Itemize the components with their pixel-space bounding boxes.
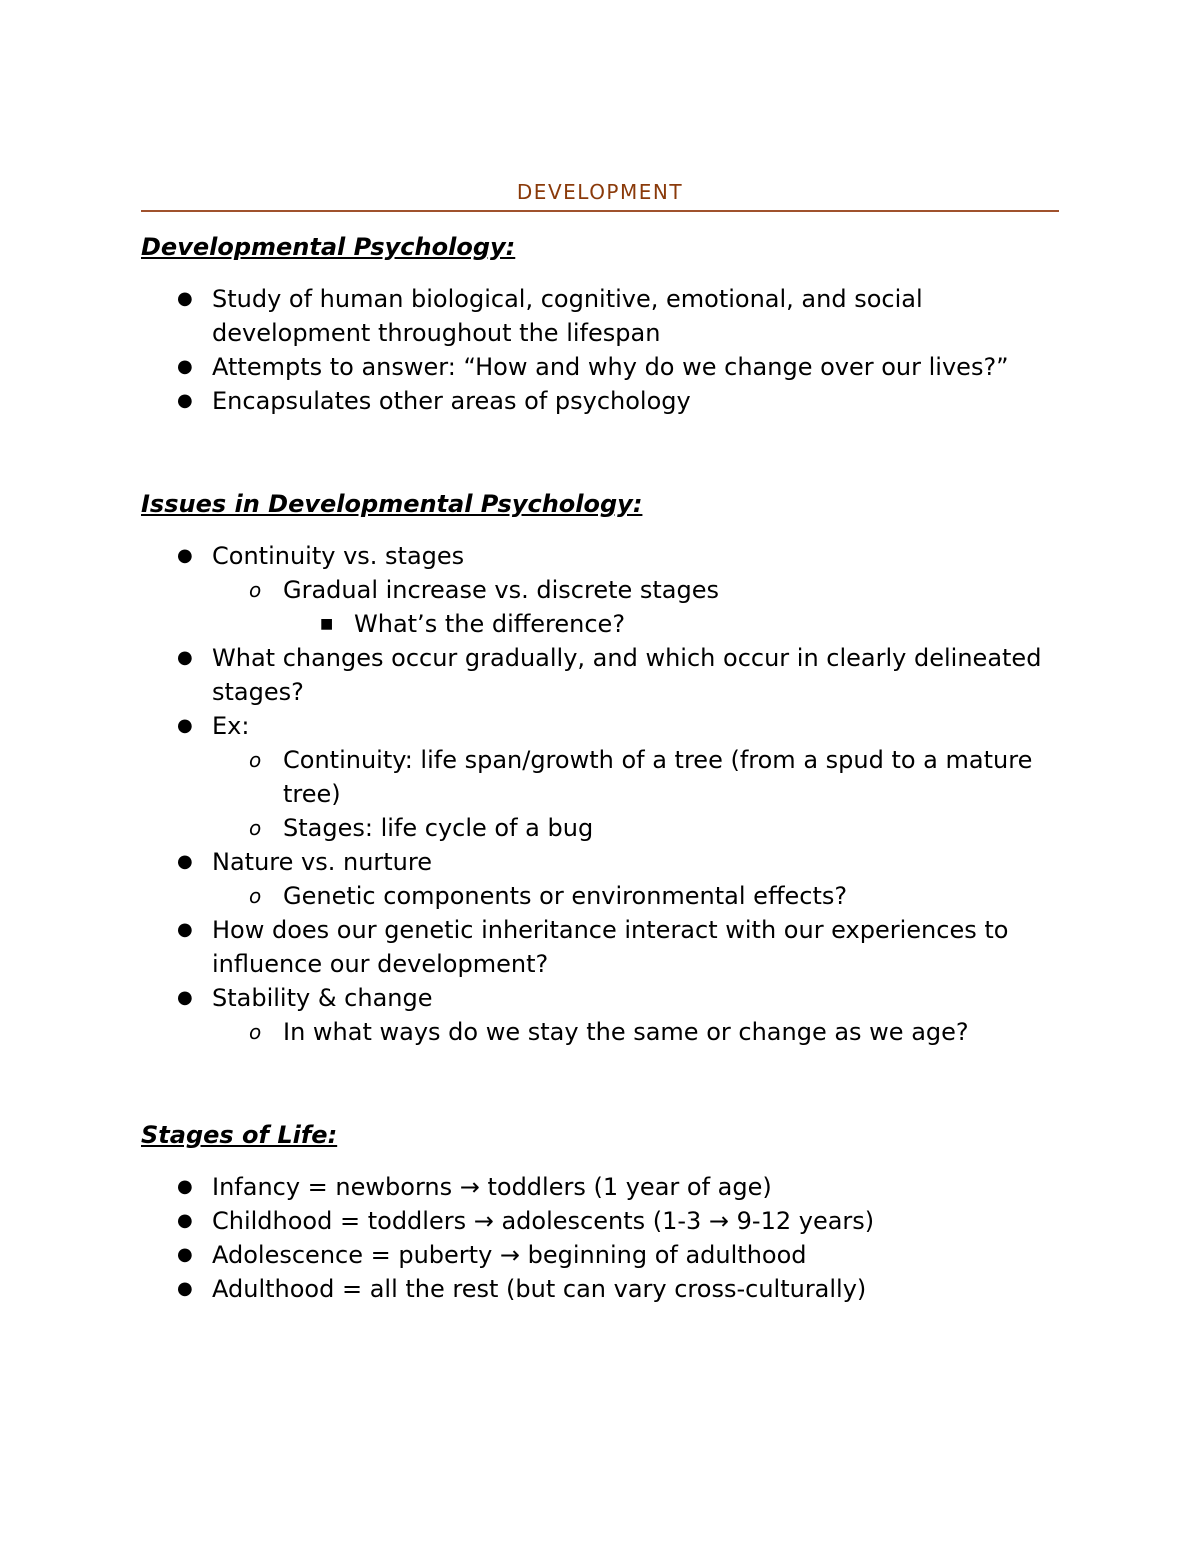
list-item: ● Infancy = newborns → toddlers (1 year of age) (141, 1170, 1059, 1204)
list-item: ● How does our genetic inheritance interact with our experiences to influence our development? (141, 913, 1059, 981)
list-item: ● Childhood = toddlers → adolescents (1-3 → 9-12 years) (141, 1204, 1059, 1238)
bullet-icon: ● (177, 545, 193, 566)
bullet-list (141, 1170, 1059, 1306)
list-item: o Gradual increase vs. discrete stages (141, 573, 1059, 607)
list-item: ● Attempts to answer: “How and why do we change over our lives?” (141, 350, 1059, 384)
circle-bullet-icon: o (249, 816, 262, 840)
list-item: ● Study of human biological, cognitive, emotional, and social development throughout the lifespan (141, 282, 1059, 350)
section-stages-of-life (141, 1118, 1059, 1306)
circle-bullet-icon: o (249, 748, 262, 772)
list-item: ● Nature vs. nurture (141, 845, 1059, 879)
bullet-icon: ● (177, 919, 193, 940)
circle-bullet-icon: o (249, 578, 262, 602)
bullet-icon: ● (177, 1278, 193, 1299)
list-item: ● Ex: (141, 709, 1059, 743)
list-item: ● Adulthood = all the rest (but can vary cross-culturally) (141, 1272, 1059, 1306)
bullet-icon: ● (177, 715, 193, 736)
document-title: DEVELOPMENT (141, 178, 1059, 212)
list-item: ● Encapsulates other areas of psychology (141, 384, 1059, 418)
bullet-icon: ● (177, 1176, 193, 1197)
bullet-list (141, 282, 1059, 418)
bullet-icon: ● (177, 390, 193, 411)
list-item: ● Adolescence = puberty → beginning of adulthood (141, 1238, 1059, 1272)
list-item: ● Stability & change (141, 981, 1059, 1015)
bullet-icon: ● (177, 851, 193, 872)
document-page (141, 178, 1059, 1306)
list-item: o Stages: life cycle of a bug (141, 811, 1059, 845)
list-item: ■ What’s the difference? (141, 607, 1059, 641)
list-item: ● What changes occur gradually, and which occur in clearly delineated stages? (141, 641, 1059, 709)
section-heading: Issues in Developmental Psychology: (141, 490, 643, 518)
list-item: o Genetic components or environmental effects? (141, 879, 1059, 913)
bullet-icon: ● (177, 356, 193, 377)
bullet-icon: ● (177, 987, 193, 1008)
section-heading: Developmental Psychology: (141, 233, 516, 261)
bullet-icon: ● (177, 288, 193, 309)
bullet-icon: ● (177, 647, 193, 668)
list-item: o Continuity: life span/growth of a tree (from a spud to a mature tree) (141, 743, 1059, 811)
circle-bullet-icon: o (249, 884, 262, 908)
section-developmental-psychology (141, 230, 1059, 418)
bullet-icon: ● (177, 1244, 193, 1265)
bullet-icon: ● (177, 1210, 193, 1231)
bullet-list (141, 539, 1059, 1049)
list-item: o In what ways do we stay the same or change as we age? (141, 1015, 1059, 1049)
section-heading: Stages of Life: (141, 1121, 338, 1149)
list-item: ● Continuity vs. stages (141, 539, 1059, 573)
section-issues-in-developmental-psychology (141, 487, 1059, 1049)
square-bullet-icon: ■ (320, 616, 334, 632)
circle-bullet-icon: o (249, 1020, 262, 1044)
